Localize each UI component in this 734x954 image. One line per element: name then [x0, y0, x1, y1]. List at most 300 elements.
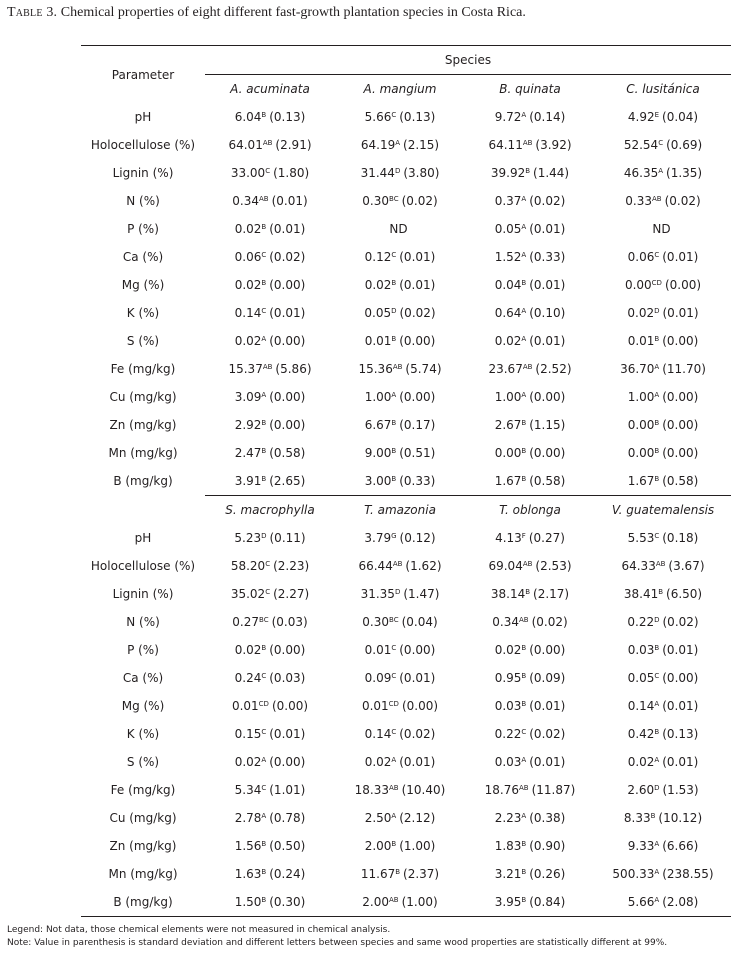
std-deviation: (0.01): [399, 278, 436, 292]
value-cell: [595, 243, 731, 271]
significance-letter: B: [261, 868, 267, 876]
value-cell: [595, 215, 731, 243]
significance-letter: B: [654, 644, 660, 652]
std-deviation: (0.01): [399, 671, 436, 685]
std-deviation: (3.92): [535, 138, 572, 152]
table-row: [81, 524, 731, 552]
parameter-name: Fe (mg/kg): [110, 783, 176, 797]
std-deviation: (5.74): [405, 362, 442, 376]
mean-value: 52.54: [623, 138, 659, 152]
mean-value: 0.42: [627, 727, 655, 741]
mean-value: 64.01: [228, 138, 263, 152]
std-deviation: (0.02): [529, 194, 566, 208]
significance-letter: C: [521, 728, 527, 736]
mean-value: 0.01: [231, 699, 259, 713]
value-cell: [335, 327, 465, 355]
std-deviation: (0.00): [269, 278, 306, 292]
mean-value: 0.01: [364, 334, 392, 348]
significance-letter: B: [521, 672, 527, 680]
value-cell: [595, 271, 731, 299]
table-row: [81, 636, 731, 664]
std-deviation: (0.02): [529, 727, 566, 741]
significance-letter: D: [394, 588, 401, 596]
value-cell: [465, 355, 595, 383]
std-deviation: (0.01): [662, 643, 699, 657]
std-deviation: (0.00): [269, 334, 306, 348]
mean-value: 0.01: [364, 643, 392, 657]
parameter-header: Parameter: [81, 46, 205, 104]
significance-letter: B: [521, 840, 527, 848]
significance-letter: C: [391, 672, 397, 680]
mean-value: 0.22: [494, 727, 522, 741]
mean-value: 2.00: [364, 839, 392, 853]
table-row: [81, 832, 731, 860]
std-deviation: (11.87): [531, 783, 576, 797]
std-deviation: (1.53): [662, 783, 699, 797]
std-deviation: (2.65): [269, 474, 306, 488]
value-cell: [335, 355, 465, 383]
std-deviation: (0.00): [399, 643, 436, 657]
parameter-name: N (%): [126, 194, 160, 208]
mean-value: 0.27: [232, 615, 260, 629]
significance-letter: B: [654, 728, 660, 736]
significance-letter: AB: [522, 560, 533, 568]
species-header: Species: [205, 46, 731, 75]
value-cell: [205, 467, 335, 496]
value-cell: [465, 159, 595, 187]
value-cell: [205, 552, 335, 580]
value-cell: [205, 636, 335, 664]
parameter-name: Fe (mg/kg): [110, 362, 176, 376]
parameter-name: Ca (%): [122, 250, 164, 264]
value-cell: [465, 748, 595, 776]
significance-letter: B: [391, 279, 397, 287]
parameter-name: P (%): [127, 222, 159, 236]
significance-letter: C: [265, 560, 271, 568]
mean-value: 46.35: [623, 166, 659, 180]
value-cell: [465, 215, 595, 243]
significance-letter: A: [658, 167, 664, 175]
mean-value: 2.60: [627, 783, 655, 797]
significance-letter: B: [654, 447, 660, 455]
std-deviation: (1.47): [403, 587, 440, 601]
significance-letter: A: [391, 391, 397, 399]
std-deviation: (0.33): [399, 474, 436, 488]
mean-value: 3.00: [364, 474, 392, 488]
std-deviation: (0.58): [662, 474, 699, 488]
significance-letter: A: [391, 756, 397, 764]
significance-letter: AB: [519, 784, 529, 792]
significance-letter: CD: [258, 700, 269, 708]
significance-letter: B: [521, 475, 527, 483]
std-deviation: (2.53): [535, 559, 572, 573]
legend-not-data: Legend: Not data, those chemical elements were not measured in chemical analysis.: [7, 925, 391, 935]
table-legend: [7, 924, 667, 950]
parameter-name: S (%): [126, 755, 160, 769]
std-deviation: (0.00): [399, 390, 436, 404]
mean-value: 0.34: [232, 194, 260, 208]
value-cell: [335, 720, 465, 748]
species-name: S. macrophylla: [205, 496, 335, 525]
std-deviation: (0.00): [662, 418, 699, 432]
value-cell: [465, 383, 595, 411]
header-row: [81, 46, 731, 75]
significance-letter: E: [654, 111, 660, 119]
mean-value: 18.33: [354, 783, 390, 797]
table-row: [81, 355, 731, 383]
parameter-name: Lignin (%): [112, 166, 174, 180]
value-cell: [205, 243, 335, 271]
significance-letter: A: [654, 840, 660, 848]
significance-letter: AB: [522, 139, 533, 147]
std-deviation: (0.58): [269, 446, 306, 460]
std-deviation: (0.27): [528, 531, 565, 545]
table-row: [81, 439, 731, 467]
mean-value: 0.02: [234, 334, 262, 348]
std-deviation: (0.02): [269, 250, 306, 264]
significance-letter: B: [261, 447, 267, 455]
mean-value: 0.05: [494, 222, 522, 236]
std-deviation: (0.00): [662, 390, 699, 404]
std-deviation: (2.91): [275, 138, 312, 152]
mean-value: 11.67: [360, 867, 396, 881]
value-cell: [335, 215, 465, 243]
significance-letter: A: [654, 896, 660, 904]
value-cell: [335, 524, 465, 552]
std-deviation: (0.01): [399, 755, 436, 769]
std-deviation: (10.12): [658, 811, 703, 825]
value-cell: [465, 832, 595, 860]
mean-value: 0.02: [494, 643, 522, 657]
std-deviation: (2.23): [273, 559, 310, 573]
mean-value: 0.02: [234, 755, 262, 769]
value-cell: [465, 439, 595, 467]
std-deviation: (0.84): [529, 895, 566, 909]
mean-value: 0.06: [234, 250, 262, 264]
parameter-name: Mg (%): [121, 278, 165, 292]
mean-value: 4.13: [495, 531, 522, 545]
value-cell: [595, 832, 731, 860]
value-cell: [465, 271, 595, 299]
std-deviation: (0.14): [529, 110, 566, 124]
significance-letter: B: [521, 447, 527, 455]
value-cell: [335, 131, 465, 159]
significance-letter: C: [391, 251, 397, 259]
value-cell: [465, 860, 595, 888]
std-deviation: (3.80): [403, 166, 440, 180]
significance-letter: C: [265, 167, 271, 175]
significance-letter: AB: [262, 363, 273, 371]
mean-value: 1.00: [494, 390, 522, 404]
std-deviation: (3.67): [668, 559, 705, 573]
std-deviation: (0.01): [269, 306, 306, 320]
mean-value: 64.11: [488, 138, 523, 152]
significance-letter: C: [391, 728, 397, 736]
value-cell: [335, 159, 465, 187]
value-cell: [595, 131, 731, 159]
std-deviation: (0.18): [662, 531, 699, 545]
value-cell: [465, 103, 595, 131]
value-cell: [595, 159, 731, 187]
value-cell: [595, 748, 731, 776]
species-name: A. acuminata: [205, 75, 335, 104]
std-deviation: (0.02): [401, 194, 438, 208]
mean-value: 38.14: [490, 587, 526, 601]
value-cell: [595, 411, 731, 439]
species-name: T. amazonia: [335, 496, 465, 525]
std-deviation: (2.52): [535, 362, 572, 376]
value-cell: [595, 636, 731, 664]
std-deviation: (0.13): [269, 110, 306, 124]
species-row: [81, 496, 731, 525]
mean-value: 0.14: [234, 306, 262, 320]
species-name: V. guatemalensis: [595, 496, 731, 525]
std-deviation: (0.01): [399, 250, 436, 264]
value-cell: [595, 776, 731, 804]
mean-value: 0.12: [364, 250, 392, 264]
significance-letter: A: [261, 756, 267, 764]
std-deviation: (0.00): [271, 699, 309, 713]
std-deviation: (0.51): [399, 446, 436, 460]
std-deviation: (1.01): [269, 783, 306, 797]
significance-letter: A: [521, 307, 527, 315]
table-row: [81, 580, 731, 608]
table-row: [81, 327, 731, 355]
std-deviation: (0.01): [529, 334, 566, 348]
std-deviation: (0.13): [662, 727, 699, 741]
mean-value: 1.52: [494, 250, 522, 264]
mean-value: 4.92: [627, 110, 655, 124]
parameter-name: Mn (mg/kg): [108, 867, 178, 881]
mean-value: 6.67: [364, 418, 392, 432]
mean-value: 66.44: [358, 559, 393, 573]
significance-letter: C: [654, 532, 660, 540]
value-cell: [595, 439, 731, 467]
value-cell: [205, 271, 335, 299]
significance-letter: B: [261, 111, 267, 119]
mean-value: 5.23: [234, 531, 262, 545]
std-deviation: (0.01): [662, 699, 699, 713]
mean-value: ND: [652, 222, 671, 236]
value-cell: [465, 299, 595, 327]
species-name: B. quinata: [465, 75, 595, 104]
chemical-properties-table: [81, 45, 731, 917]
significance-letter: A: [261, 335, 267, 343]
value-cell: [465, 664, 595, 692]
value-cell: [335, 608, 465, 636]
significance-letter: B: [261, 223, 267, 231]
std-deviation: (2.12): [399, 811, 436, 825]
mean-value: 0.00: [627, 418, 655, 432]
significance-letter: C: [261, 251, 267, 259]
mean-value: 2.47: [234, 446, 262, 460]
significance-letter: B: [658, 588, 664, 596]
value-cell: [595, 552, 731, 580]
mean-value: 5.66: [364, 110, 392, 124]
mean-value: 0.00: [624, 278, 652, 292]
value-cell: [205, 159, 335, 187]
mean-value: 0.00: [627, 446, 655, 460]
std-deviation: (1.00): [401, 895, 438, 909]
mean-value: 0.02: [364, 278, 392, 292]
table-row: [81, 720, 731, 748]
mean-value: 0.06: [627, 250, 655, 264]
significance-letter: C: [391, 644, 397, 652]
value-cell: [335, 832, 465, 860]
parameter-name: P (%): [127, 643, 159, 657]
table-row: [81, 411, 731, 439]
table-row: [81, 552, 731, 580]
significance-letter: CD: [388, 700, 399, 708]
mean-value: 1.56: [234, 839, 262, 853]
value-cell: [205, 804, 335, 832]
std-deviation: (0.02): [662, 615, 699, 629]
std-deviation: (0.33): [529, 250, 566, 264]
value-cell: [335, 692, 465, 720]
mean-value: 0.37: [494, 194, 522, 208]
table-caption-label: Table 3.: [7, 5, 58, 20]
mean-value: 0.01: [361, 699, 389, 713]
significance-letter: A: [521, 335, 527, 343]
significance-letter: B: [521, 868, 527, 876]
significance-letter: D: [394, 167, 401, 175]
value-cell: [335, 103, 465, 131]
mean-value: 0.22: [627, 615, 655, 629]
significance-letter: AB: [259, 195, 269, 203]
value-cell: [205, 327, 335, 355]
table-row: [81, 664, 731, 692]
parameter-name: Mn (mg/kg): [108, 446, 178, 460]
value-cell: [205, 580, 335, 608]
value-cell: [205, 776, 335, 804]
mean-value: 2.00: [362, 895, 390, 909]
value-cell: [205, 299, 335, 327]
mean-value: 1.83: [494, 839, 522, 853]
mean-value: 0.02: [627, 306, 655, 320]
std-deviation: (0.00): [269, 390, 306, 404]
value-cell: [595, 888, 731, 917]
value-cell: [335, 860, 465, 888]
mean-value: 9.72: [494, 110, 522, 124]
std-deviation: (2.37): [403, 867, 440, 881]
value-cell: [205, 103, 335, 131]
mean-value: 2.92: [234, 418, 262, 432]
significance-letter: B: [261, 279, 267, 287]
significance-letter: A: [521, 111, 527, 119]
significance-letter: C: [261, 728, 267, 736]
mean-value: 8.33: [623, 811, 651, 825]
std-deviation: (0.00): [269, 418, 306, 432]
significance-letter: C: [391, 111, 397, 119]
parameter-name: S (%): [126, 334, 160, 348]
value-cell: [335, 439, 465, 467]
value-cell: [465, 327, 595, 355]
significance-letter: AB: [522, 363, 533, 371]
significance-letter: B: [521, 896, 527, 904]
significance-letter: A: [654, 363, 660, 371]
value-cell: [205, 748, 335, 776]
significance-letter: AB: [392, 363, 403, 371]
value-cell: [465, 608, 595, 636]
std-deviation: (0.26): [529, 867, 566, 881]
parameter-name: Ca (%): [122, 671, 164, 685]
mean-value: 0.95: [494, 671, 522, 685]
parameter-name: Mg (%): [121, 699, 165, 713]
std-deviation: (0.02): [531, 615, 568, 629]
std-deviation: (0.00): [269, 643, 306, 657]
significance-letter: A: [261, 812, 267, 820]
mean-value: 31.35: [360, 587, 395, 601]
mean-value: 35.02: [230, 587, 266, 601]
std-deviation: (1.62): [405, 559, 442, 573]
value-cell: [595, 103, 731, 131]
std-deviation: (0.09): [529, 671, 566, 685]
mean-value: 0.02: [364, 755, 392, 769]
species-name: T. oblonga: [465, 496, 595, 525]
std-deviation: (0.01): [271, 194, 308, 208]
significance-letter: C: [654, 251, 660, 259]
std-deviation: (0.01): [529, 699, 566, 713]
significance-letter: AB: [655, 560, 666, 568]
std-deviation: (0.00): [529, 390, 566, 404]
value-cell: [465, 524, 595, 552]
std-deviation: (0.00): [399, 334, 436, 348]
mean-value: 0.09: [364, 671, 392, 685]
mean-value: 0.02: [627, 755, 655, 769]
value-cell: [595, 664, 731, 692]
std-deviation: (5.86): [275, 362, 312, 376]
table-row: [81, 187, 731, 215]
value-cell: [465, 776, 595, 804]
value-cell: [205, 692, 335, 720]
significance-letter: A: [521, 195, 527, 203]
mean-value: ND: [389, 222, 408, 236]
parameter-name: pH: [134, 110, 152, 124]
mean-value: 0.24: [234, 671, 262, 685]
mean-value: 1.50: [234, 895, 262, 909]
std-deviation: (0.00): [529, 446, 566, 460]
std-deviation: (0.12): [399, 531, 436, 545]
value-cell: [205, 832, 335, 860]
parameter-name: Zn (mg/kg): [109, 839, 177, 853]
table-row: [81, 131, 731, 159]
table-caption: [7, 5, 727, 21]
mean-value: 2.67: [494, 418, 522, 432]
std-deviation: (0.11): [269, 531, 306, 545]
std-deviation: (0.00): [662, 334, 699, 348]
value-cell: [335, 552, 465, 580]
std-deviation: (0.04): [401, 615, 438, 629]
significance-letter: B: [391, 840, 397, 848]
mean-value: 6.04: [234, 110, 262, 124]
mean-value: 0.01: [627, 334, 655, 348]
value-cell: [595, 467, 731, 496]
std-deviation: (0.24): [269, 867, 306, 881]
std-deviation: (0.03): [271, 615, 308, 629]
parameter-name: Zn (mg/kg): [109, 418, 177, 432]
value-cell: [595, 383, 731, 411]
std-deviation: (0.01): [662, 755, 699, 769]
significance-letter: A: [654, 868, 660, 876]
significance-letter: B: [261, 644, 267, 652]
value-cell: [205, 383, 335, 411]
std-deviation: (0.01): [662, 306, 699, 320]
value-cell: [465, 411, 595, 439]
value-cell: [335, 467, 465, 496]
value-cell: [465, 636, 595, 664]
parameter-name: Holocellulose (%): [90, 138, 196, 152]
value-cell: [335, 804, 465, 832]
